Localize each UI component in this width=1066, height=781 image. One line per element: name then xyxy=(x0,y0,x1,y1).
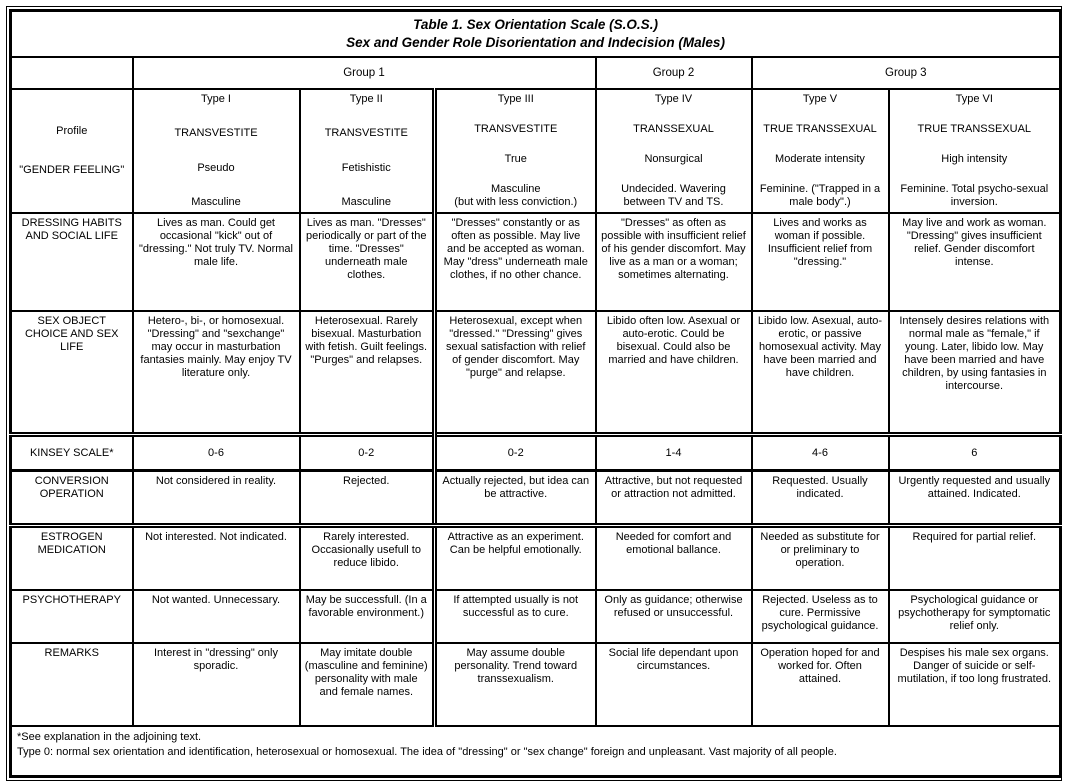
type-category: TRANSVESTITE xyxy=(174,127,258,140)
sos-table xyxy=(9,9,1062,778)
table-cell: May imitate double (masculine and feminine) personality with male and female names. xyxy=(300,643,435,726)
table-cell: Operation hoped for and worked for. Often attained. xyxy=(752,643,889,726)
table-cell: 4-6 xyxy=(752,435,889,471)
footnote-line2: Type 0: normal sex orientation and identification, heterosexual or homosexual. The idea of "dressing" or "sex change" foreign and unpleasant. Vast majority of all people. xyxy=(17,746,837,758)
table-title-line2: Sex and Gender Role Disorientation and Indecision (Males) xyxy=(346,35,725,50)
table-cell: Only as guidance; otherwise refused or unsuccessful. xyxy=(596,590,752,643)
table-cell: Lives as man. "Dresses" periodically or part of the time. "Dresses" underneath male clothes. xyxy=(300,213,435,311)
type-category: TRUE TRANSSEXUAL xyxy=(763,123,877,135)
table-cell: Needed as substitute for or preliminary to operation. xyxy=(752,526,889,591)
kinsey-scale-row xyxy=(11,435,1061,471)
table-cell: Hetero-, bi-, or homosexual. "Dressing" and "sexchange" may occur in masturbation fantasies mainly. May enjoy TV literature only. xyxy=(133,311,300,435)
row-header-remarks: REMARKS xyxy=(11,643,133,726)
profile-row-header xyxy=(11,89,133,213)
remarks-row xyxy=(11,643,1061,726)
group-1-header: Group 1 xyxy=(133,57,596,89)
table-cell: May live and work as woman. "Dressing" gives insufficient relief. Gender discomfort intense. xyxy=(889,213,1061,311)
row-header-conversion: CONVERSION OPERATION xyxy=(11,471,133,526)
type-subtype: High intensity xyxy=(941,153,1008,165)
profile-type-4 xyxy=(596,89,752,213)
type-subtype: Pseudo xyxy=(197,161,235,174)
type-feeling: Masculine xyxy=(191,195,241,208)
type-label: Type I xyxy=(201,93,231,105)
type-feeling: Feminine. ("Trapped in a male body".) xyxy=(759,183,881,208)
profile-type-3 xyxy=(435,89,596,213)
table-cell: Not interested. Not indicated. xyxy=(133,526,300,591)
group-header-row xyxy=(11,57,1061,89)
table-cell: 1-4 xyxy=(596,435,752,471)
table-cell: Attractive as an experiment. Can be helpful emotionally. xyxy=(435,526,596,591)
table-cell: Rarely interested. Occasionally usefull to reduce libido. xyxy=(300,526,435,591)
table-cell: Psychological guidance or psychotherapy for symptomatic relief only. xyxy=(889,590,1061,643)
table-cell: Urgently requested and usually attained. Indicated. xyxy=(889,471,1061,526)
profile-type-6 xyxy=(889,89,1061,213)
gender-feeling-label: "GENDER FEELING" xyxy=(19,164,125,176)
conversion-operation-row xyxy=(11,471,1061,526)
table-cell: "Dresses" as often as possible with insufficient relief of his gender discomfort. May live as a man or a woman; sometimes alternating. xyxy=(596,213,752,311)
type-category: TRANSVESTITE xyxy=(324,127,408,140)
type-label: Type III xyxy=(497,93,534,105)
title-row xyxy=(11,11,1061,58)
table-title xyxy=(11,11,1061,58)
group-header-empty-cell xyxy=(11,57,133,89)
table-cell: Attractive, but not requested or attraction not admitted. xyxy=(596,471,752,526)
footnote-row xyxy=(11,726,1061,777)
table-cell: Needed for comfort and emotional ballance. xyxy=(596,526,752,591)
table-cell: Lives and works as woman if possible. Insufficient relief from "dressing." xyxy=(752,213,889,311)
table-cell: Rejected. xyxy=(300,471,435,526)
table-cell: Intensely desires relations with normal male as "female," if young. Later, libido low. May have been married and have children, by using fantasies in intercourse. xyxy=(889,311,1061,435)
table-cell: Heterosexual, except when "dressed." "Dressing" gives sexual satisfaction with relief of gender discomfort. May "purge" and relapse. xyxy=(435,311,596,435)
table-cell: Heterosexual. Rarely bisexual. Masturbation with fetish. Guilt feelings. "Purges" and relapses. xyxy=(300,311,435,435)
table-cell: Required for partial relief. xyxy=(889,526,1061,591)
type-subtype: Moderate intensity xyxy=(775,153,865,165)
profile-type-5 xyxy=(752,89,889,213)
dressing-habits-row xyxy=(11,213,1061,311)
group-3-header: Group 3 xyxy=(752,57,1061,89)
type-subtype: Nonsurgical xyxy=(644,153,703,165)
table-cell: Actually rejected, but idea can be attractive. xyxy=(435,471,596,526)
table-cell: Not wanted. Unnecessary. xyxy=(133,590,300,643)
row-header-kinsey: KINSEY SCALE* xyxy=(11,435,133,471)
type-label: Type IV xyxy=(654,93,693,105)
table-cell: 0-6 xyxy=(133,435,300,471)
table-cell: 6 xyxy=(889,435,1061,471)
row-header-sex-object: SEX OBJECT CHOICE AND SEX LIFE xyxy=(11,311,133,435)
table-cell: Requested. Usually indicated. xyxy=(752,471,889,526)
type-category: TRUE TRANSSEXUAL xyxy=(917,123,1032,135)
profile-row xyxy=(11,89,1061,213)
type-subtype: Fetishistic xyxy=(341,161,391,174)
row-header-dressing: DRESSING HABITS AND SOCIAL LIFE xyxy=(11,213,133,311)
type-feeling: Feminine. Total psycho-sexual inversion. xyxy=(900,183,1049,208)
table-footnote xyxy=(11,726,1061,777)
footnote-line1: *See explanation in the adjoining text. xyxy=(17,731,202,743)
table-cell: "Dresses" constantly or as often as possible. May live and be accepted as woman. May "dress" underneath male clothes, if no other chance. xyxy=(435,213,596,311)
table-cell: Libido low. Asexual, auto-erotic, or passive homosexual activity. May have been married and have children. xyxy=(752,311,889,435)
type-feeling: Undecided. Wavering between TV and TS. xyxy=(621,183,726,208)
type-feeling: Masculine (but with less conviction.) xyxy=(454,183,578,208)
type-label: Type II xyxy=(349,93,383,105)
estrogen-medication-row xyxy=(11,526,1061,591)
psychotherapy-row xyxy=(11,590,1061,643)
table-cell: If attempted usually is not successful as to cure. xyxy=(435,590,596,643)
table-cell: 0-2 xyxy=(300,435,435,471)
type-label: Type VI xyxy=(955,93,993,105)
table-cell: Social life dependant upon circumstances. xyxy=(596,643,752,726)
table-cell: Lives as man. Could get occasional "kick" out of "dressing." Not truly TV. Normal male life. xyxy=(133,213,300,311)
table-cell: Despises his male sex organs. Danger of suicide or self-mutilation, if too long frustrated. xyxy=(889,643,1061,726)
row-header-psychotherapy: PSYCHOTHERAPY xyxy=(11,590,133,643)
group-2-header: Group 2 xyxy=(596,57,752,89)
table-title-line1: Table 1. Sex Orientation Scale (S.O.S.) xyxy=(413,17,658,32)
type-label: Type V xyxy=(802,93,838,105)
profile-type-1 xyxy=(133,89,300,213)
profile-label: Profile xyxy=(56,125,88,137)
type-feeling: Masculine xyxy=(341,195,392,208)
table-cell: May be successfull. (In a favorable environment.) xyxy=(300,590,435,643)
sex-object-row xyxy=(11,311,1061,435)
table-cell: May assume double personality. Trend toward transsexualism. xyxy=(435,643,596,726)
table-outer-frame xyxy=(6,6,1062,781)
table-cell: Not considered in reality. xyxy=(133,471,300,526)
table-cell: Rejected. Useless as to cure. Permissive psychological guidance. xyxy=(752,590,889,643)
table-cell: Interest in "dressing" only sporadic. xyxy=(133,643,300,726)
table-cell: 0-2 xyxy=(435,435,596,471)
type-category: TRANSVESTITE xyxy=(474,123,558,135)
spacer xyxy=(16,93,128,99)
profile-type-2 xyxy=(300,89,435,213)
table-cell: Libido often low. Asexual or auto-erotic. Could be bisexual. Could also be married and have children. xyxy=(596,311,752,435)
type-category: TRANSSEXUAL xyxy=(633,123,714,135)
row-header-estrogen: ESTROGEN MEDICATION xyxy=(11,526,133,591)
type-subtype: True xyxy=(504,153,527,165)
spacer xyxy=(16,203,128,209)
